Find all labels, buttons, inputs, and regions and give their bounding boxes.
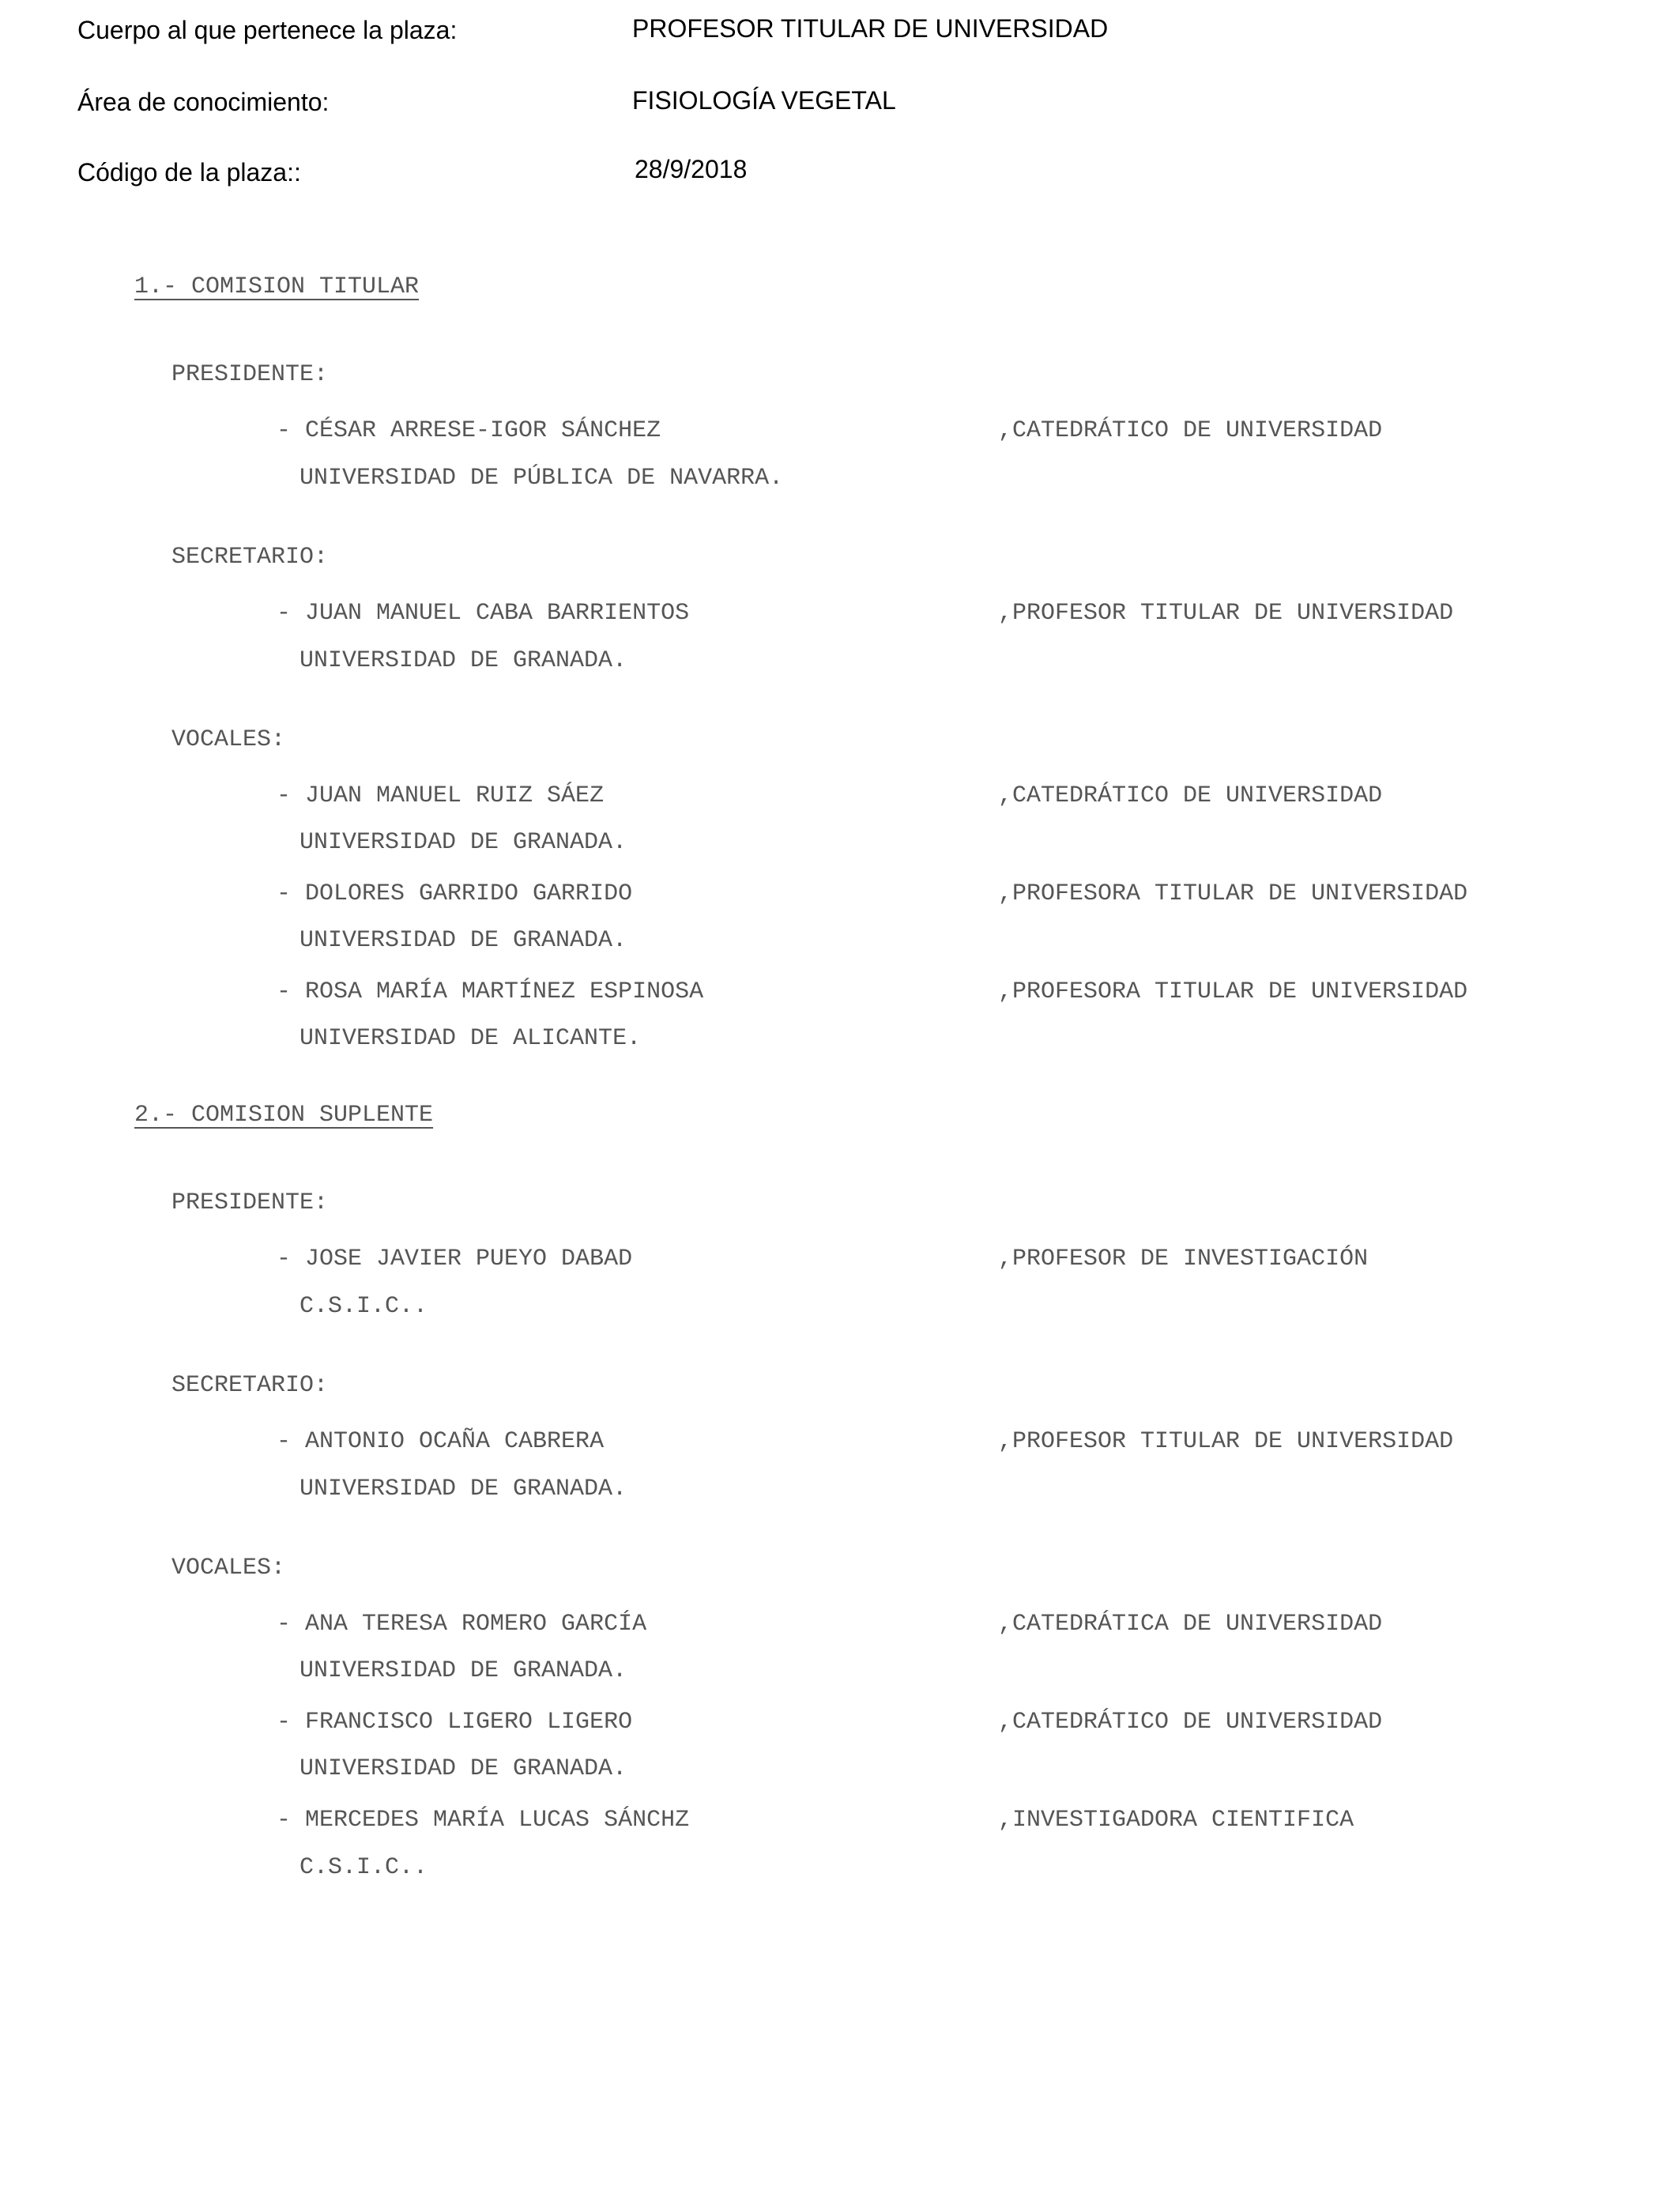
member-position: ,PROFESOR TITULAR DE UNIVERSIDAD [998, 600, 1454, 627]
codigo-label: Código de la plaza:: [77, 158, 301, 187]
member-name: - JUAN MANUEL RUIZ SÁEZ [277, 782, 605, 809]
member-institution: C.S.I.C.. [299, 1854, 428, 1881]
role-label-presidente: PRESIDENTE: [171, 361, 329, 388]
role-label-presidente: PRESIDENTE: [171, 1189, 329, 1216]
member-name: - CÉSAR ARRESE-IGOR SÁNCHEZ [277, 417, 661, 444]
member-institution: UNIVERSIDAD DE GRANADA. [299, 829, 627, 856]
section-title-suplente: 2.- COMISION SUPLENTE [134, 1102, 434, 1129]
member-name: - ANA TERESA ROMERO GARCÍA [277, 1611, 647, 1638]
codigo-value: 28/9/2018 [635, 155, 748, 183]
cuerpo-label: Cuerpo al que pertenece la plaza: [77, 16, 458, 44]
area-label: Área de conocimiento: [77, 88, 330, 116]
member-name: - JOSE JAVIER PUEYO DABAD [277, 1246, 633, 1272]
area-value: FISIOLOGÍA VEGETAL [632, 86, 896, 115]
member-name: - MERCEDES MARÍA LUCAS SÁNCHZ [277, 1807, 690, 1834]
member-position: ,PROFESORA TITULAR DE UNIVERSIDAD [998, 978, 1468, 1005]
role-label-secretario: SECRETARIO: [171, 1372, 329, 1399]
member-institution: UNIVERSIDAD DE GRANADA. [299, 1476, 627, 1502]
member-position: ,PROFESOR TITULAR DE UNIVERSIDAD [998, 1428, 1454, 1455]
member-position: ,PROFESORA TITULAR DE UNIVERSIDAD [998, 880, 1468, 907]
section-title-titular: 1.- COMISION TITULAR [134, 273, 420, 300]
member-institution: UNIVERSIDAD DE GRANADA. [299, 1755, 627, 1782]
member-institution: UNIVERSIDAD DE GRANADA. [299, 1657, 627, 1684]
role-label-secretario: SECRETARIO: [171, 544, 329, 571]
member-position: ,CATEDRÁTICA DE UNIVERSIDAD [998, 1611, 1383, 1638]
member-position: ,CATEDRÁTICO DE UNIVERSIDAD [998, 1709, 1383, 1736]
member-position: ,INVESTIGADORA CIENTIFICA [998, 1807, 1354, 1834]
member-name: - FRANCISCO LIGERO LIGERO [277, 1709, 633, 1736]
member-institution: UNIVERSIDAD DE GRANADA. [299, 927, 627, 954]
cuerpo-value: PROFESOR TITULAR DE UNIVERSIDAD [632, 14, 1109, 43]
member-position: ,CATEDRÁTICO DE UNIVERSIDAD [998, 782, 1383, 809]
member-name: - JUAN MANUEL CABA BARRIENTOS [277, 600, 690, 627]
member-name: - ANTONIO OCAÑA CABRERA [277, 1428, 605, 1455]
member-name: - ROSA MARÍA MARTÍNEZ ESPINOSA [277, 978, 704, 1005]
role-label-vocales: VOCALES: [171, 726, 286, 753]
member-position: ,CATEDRÁTICO DE UNIVERSIDAD [998, 417, 1383, 444]
role-label-vocales: VOCALES: [171, 1555, 286, 1581]
member-institution: UNIVERSIDAD DE GRANADA. [299, 647, 627, 674]
member-position: ,PROFESOR DE INVESTIGACIÓN [998, 1246, 1369, 1272]
member-institution: C.S.I.C.. [299, 1293, 428, 1320]
member-institution: UNIVERSIDAD DE ALICANTE. [299, 1025, 642, 1052]
member-name: - DOLORES GARRIDO GARRIDO [277, 880, 633, 907]
member-institution: UNIVERSIDAD DE PÚBLICA DE NAVARRA. [299, 465, 784, 492]
